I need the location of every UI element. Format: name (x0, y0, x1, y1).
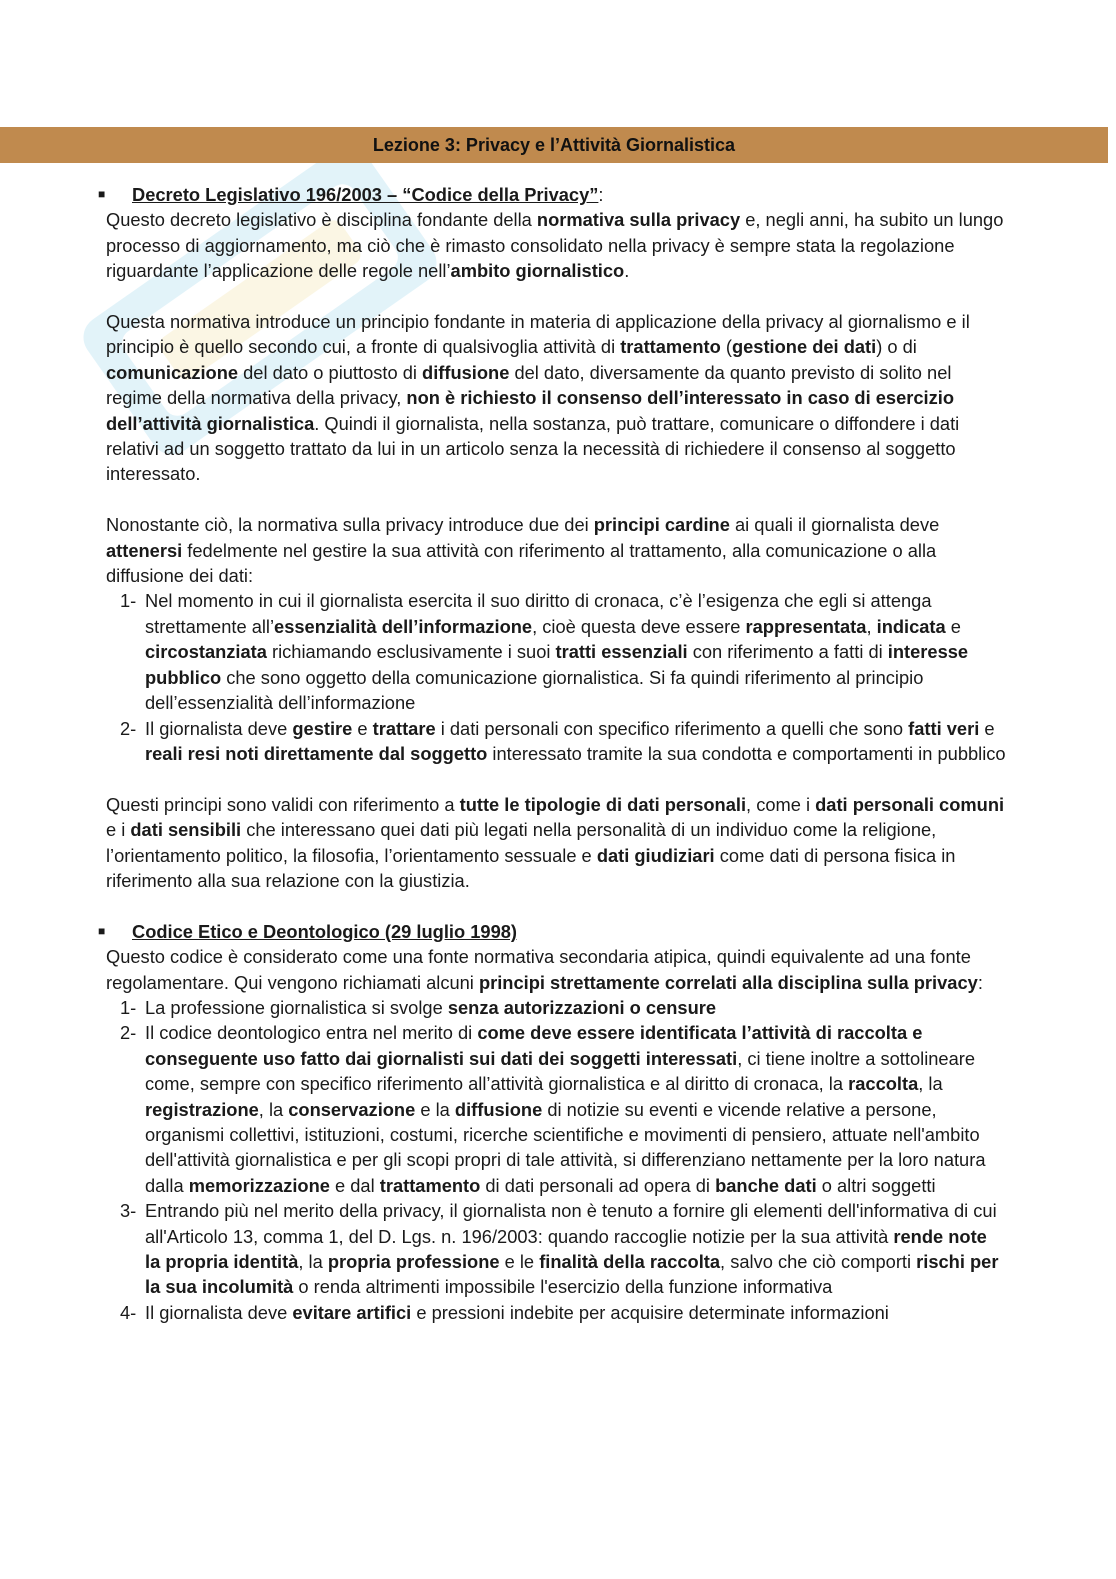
text-run: Il giornalista deve (145, 717, 293, 739)
text-run: ( (720, 336, 732, 358)
bold-text: dati sensibili (130, 819, 242, 841)
bold-text: dati giudiziari (596, 844, 715, 866)
numbered-list-principles (106, 588, 1006, 766)
bold-text: diffusione (454, 1098, 543, 1120)
text-run: Nel momento in cui il giornalista esercita il suo diritto di cronaca, c’è l’esigenza che egli si attenga strettamente all’ (145, 590, 932, 637)
bold-text: principi cardine (593, 514, 730, 536)
paragraph (106, 309, 1006, 487)
text-run: o altri soggetti (816, 1174, 936, 1196)
text-run: o renda altrimenti impossibile l'esercizio della funzione informativa (293, 1276, 833, 1298)
bold-text: gestione dei dati (731, 336, 877, 358)
bold-text: circostanziata (145, 641, 267, 663)
text-run: con riferimento a fatti di (687, 641, 888, 663)
text-run: . Quindi il giornalista, nella sostanza, può trattare, comunicare o diffondere i dati relativi ad un soggetto trattato da lui in un articolo senza la necessità di richiedere il consenso al soggetto interessato. (106, 412, 960, 485)
bold-text: tutte le tipologie di dati personali (459, 793, 747, 815)
list-number: 2- (120, 1022, 137, 1044)
text-run: di dati personali ad opera di (480, 1174, 716, 1196)
bold-text: raccolta (848, 1073, 919, 1095)
text-run: e le (499, 1251, 540, 1272)
bold-text: banche dati (715, 1174, 817, 1196)
list-item (106, 588, 1006, 715)
bold-text: memorizzazione (188, 1174, 330, 1196)
square-bullet-icon: ■ (98, 187, 106, 201)
paragraph (106, 512, 1006, 588)
bold-text: rischi per la sua incolumità (145, 1251, 999, 1298)
text-run: come dati di persona fisica in riferimento alla sua relazione con la giustizia. (106, 844, 956, 891)
text-run: interessato tramite la sua condotta e comportamenti in pubblico (487, 742, 1006, 764)
section-heading-decreto: ■ Decreto Legislativo 196/2003 – “Codice della Privacy”: (106, 182, 1006, 207)
text-run: , come i (746, 793, 816, 815)
text-run: i dati personali con specifico riferimento a quelli che sono (435, 717, 909, 739)
list-number: 2- (120, 717, 137, 739)
list-item (106, 1300, 1006, 1325)
bold-text: trattamento (620, 336, 721, 358)
bold-text: tratti essenziali (555, 641, 688, 663)
list-number: 1- (120, 996, 137, 1018)
list-item (106, 716, 1006, 767)
bold-text: dati personali comuni (815, 793, 1005, 815)
bold-text: principi strettamente correlati alla disciplina sulla privacy (478, 971, 978, 993)
document-body (98, 182, 1006, 1325)
text-run: Questo decreto legislativo è disciplina fondante della (106, 209, 537, 231)
text-run: La professione giornalistica si svolge (145, 996, 448, 1018)
text-run: Questa normativa introduce un principio fondante in materia di applicazione della privacy al giornalismo e il principio è quello secondo cui, a fronte di qualsivoglia attività di (106, 311, 970, 358)
bold-text: trattare (372, 717, 436, 739)
text-run: e, negli anni, ha subito un lungo processo di aggiornamento, ma ciò che è rimasto consolidato nella privacy è sempre stata la regolazione riguardante l’applicazione delle regole nell’ (106, 209, 1004, 282)
bold-text: evitare artifici (292, 1301, 412, 1323)
paragraph (106, 207, 1006, 283)
text-run: del dato, diversamente da quanto previsto di solito nel regime della normativa della privacy, (106, 361, 952, 409)
paragraph (106, 792, 1006, 894)
lesson-title-bar (0, 127, 1108, 163)
bold-text: senza autorizzazioni o censure (447, 996, 717, 1018)
bold-text: non è richiesto il consenso dell’interessato in caso di esercizio dell’attività giornalistica (106, 387, 955, 434)
text-run: , ci tiene inoltre a sottolineare come, sempre con specifico riferimento all’attività giornalistica e al diritto di cronaca, la (145, 1047, 976, 1095)
bold-text: reali resi noti direttamente dal soggetto (145, 742, 488, 764)
text-run: Questo codice è considerato come una fonte normativa secondaria atipica, quindi equivalente ad una fonte regolamentare. Qui vengono richiamati alcuni (106, 946, 971, 993)
text-run: che interessano quei dati più legati nella personalità di un individuo come la religione, l’orientamento politico, la filosofia, l’orientamento sessuale e (106, 819, 937, 866)
list-item (106, 1198, 1006, 1300)
paragraph (106, 944, 1006, 995)
bold-text: fatti veri (908, 717, 980, 739)
text-run: ) o di (876, 336, 917, 358)
bold-text: trattamento (379, 1174, 481, 1196)
text-run: Entrando più nel merito della privacy, il giornalista non è tenuto a fornire gli elementi dell'informativa di cui all'Articolo 13, comma 1, del D. Lgs. n. 196/2003: quando raccoglie notizie per la sua attività (145, 1200, 997, 1247)
lesson-title: Lezione 3: Privacy e l’Attività Giornalistica (372, 134, 736, 155)
text-run: che sono oggetto della comunicazione giornalistica. Si fa quindi riferimento al principio dell’essenzialità dell’informazione (145, 666, 924, 714)
bold-text: come deve essere identificata l’attività di raccolta e conseguente uso fatto dai giornalisti sui dati dei soggetti interessati (145, 1022, 923, 1069)
text-run: richiamando esclusivamente i suoi (266, 641, 556, 663)
square-bullet-icon: ■ (98, 923, 106, 938)
text-run: e (945, 615, 961, 637)
bold-text: conservazione (288, 1098, 416, 1120)
bold-text: indicata (876, 615, 946, 637)
section-heading-codice-etico: ■ Codice Etico e Deontologico (29 luglio 1998) (106, 919, 1006, 944)
numbered-list-codice (106, 995, 1006, 1325)
text-run: ai quali il giornalista deve (729, 514, 940, 536)
text-run: , la (918, 1073, 943, 1095)
list-number: 4- (120, 1301, 137, 1323)
text-run: e la (415, 1098, 455, 1120)
bold-text: propria professione (327, 1251, 500, 1272)
text-run: , cioè questa deve essere (532, 615, 746, 637)
text-run: Nonostante ciò, la normativa sulla privacy introduce due dei (106, 514, 594, 536)
text-run: , la (258, 1098, 289, 1120)
list-number: 1- (120, 590, 137, 612)
text-run: , la (298, 1251, 328, 1272)
bold-text: registrazione (145, 1098, 259, 1120)
text-run: e (979, 717, 995, 739)
bold-text: diffusione (422, 361, 510, 383)
text-run: : (977, 971, 983, 993)
bold-text: interesse pubblico (145, 641, 969, 688)
bold-text: gestire (292, 717, 353, 739)
text-run: e pressioni indebite per acquisire determinate informazioni (411, 1301, 889, 1323)
bold-text: ambito giornalistico (450, 260, 625, 282)
text-run: e (352, 717, 373, 739)
bold-text: essenzialità dell’informazione (274, 615, 533, 637)
text-run: Il codice deontologico entra nel merito di (145, 1022, 478, 1044)
text-run: Questi principi sono validi con riferimento a (106, 793, 460, 815)
bold-text: finalità della raccolta (539, 1251, 721, 1272)
text-run: e i (106, 819, 131, 841)
bold-text: attenersi (106, 539, 183, 561)
list-item (106, 1020, 1006, 1198)
list-number: 3- (120, 1200, 137, 1222)
text-run: di notizie su eventi e vicende relative a persone, organismi collettivi, istituzioni, costumi, ricerche scientifiche e movimenti di pensiero, attuate nell'ambito dell'attività giornalistica e per gli scopi propri di tale attività, si differenziano nettamente per la loro natura dalla (145, 1098, 986, 1196)
text-run: . (624, 260, 630, 282)
text-run: fedelmente nel gestire la sua attività con riferimento al trattamento, alla comunicazione o alla diffusione dei dati: (106, 539, 937, 587)
bold-text: comunicazione (106, 361, 239, 383)
text-run: del dato o piuttosto di (238, 361, 423, 383)
bold-text: rende note la propria identità (145, 1225, 987, 1272)
list-item (106, 995, 1006, 1020)
text-run: , salvo che ciò comporti (720, 1251, 917, 1272)
bold-text: normativa sulla privacy (536, 209, 741, 231)
text-run: Il giornalista deve (145, 1301, 293, 1323)
text-run: , (866, 615, 877, 637)
text-run: e dal (329, 1174, 380, 1196)
bold-text: rappresentata (745, 615, 867, 637)
